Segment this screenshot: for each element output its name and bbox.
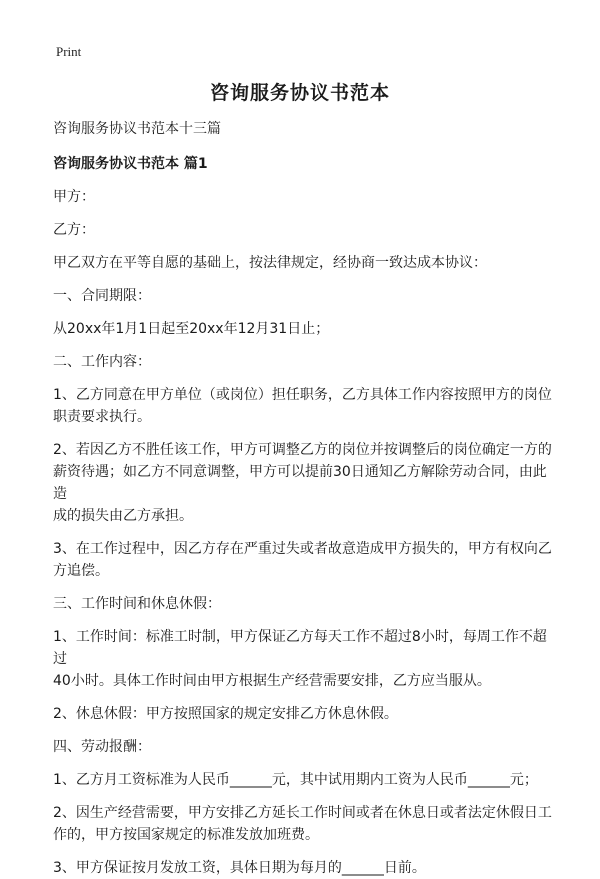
paragraph: 2、若因乙方不胜任该工作，甲方可调整乙方的岗位并按调整后的岗位确定一方的 薪资待遇；如乙方不同意调整，甲方可以提前30日通知乙方解除劳动合同，由此造 成的损失由乙方承担。 bbox=[53, 442, 552, 524]
paragraph: 乙方： bbox=[53, 222, 95, 238]
paragraph: 1、工作时间：标准工时制，甲方保证乙方每天工作不超过8小时，每周工作不超过 40小时。具体工作时间由甲方根据生产经营需要安排，乙方应当服从。 bbox=[53, 629, 547, 689]
section-heading: 咨询服务协议书范本 篇1 bbox=[53, 156, 208, 172]
paragraph: 四、劳动报酬： bbox=[53, 739, 151, 755]
paragraph: 甲方： bbox=[53, 189, 95, 205]
paragraph: 1、乙方月工资标准为人民币______元，其中试用期内工资为人民币______元； bbox=[53, 772, 538, 788]
document-body bbox=[53, 118, 553, 879]
paragraph: 甲乙双方在平等自愿的基础上，按法律规定，经协商一致达成本协议： bbox=[53, 255, 487, 271]
document-subtitle: 咨询服务协议书范本十三篇 bbox=[53, 121, 221, 137]
paragraph: 三、工作时间和休息休假： bbox=[53, 596, 221, 612]
paragraph: 3、甲方保证按月发放工资，具体日期为每月的______日前。 bbox=[53, 860, 426, 876]
paragraph: 3、在工作过程中，因乙方存在严重过失或者故意造成甲方损失的，甲方有权向乙 方追偿。 bbox=[53, 541, 552, 579]
page-title: 咨询服务协议书范本 bbox=[209, 82, 390, 104]
paragraph: 一、合同期限： bbox=[53, 288, 151, 304]
paragraph: 1、乙方同意在甲方单位（或岗位）担任职务，乙方具体工作内容按照甲方的岗位 职责要求执行。 bbox=[53, 387, 552, 425]
paragraph: 2、休息休假：甲方按照国家的规定安排乙方休息休假。 bbox=[53, 706, 398, 722]
paragraph: 从20xx年1月1日起至20xx年12月31日止； bbox=[53, 321, 330, 337]
paragraph: 二、工作内容： bbox=[53, 354, 151, 370]
paragraph: 2、因生产经营需要，甲方安排乙方延长工作时间或者在休息日或者法定休假日工 作的，甲方按国家规定的标准发放加班费。 bbox=[53, 805, 552, 843]
print-link[interactable]: Print bbox=[56, 44, 82, 59]
